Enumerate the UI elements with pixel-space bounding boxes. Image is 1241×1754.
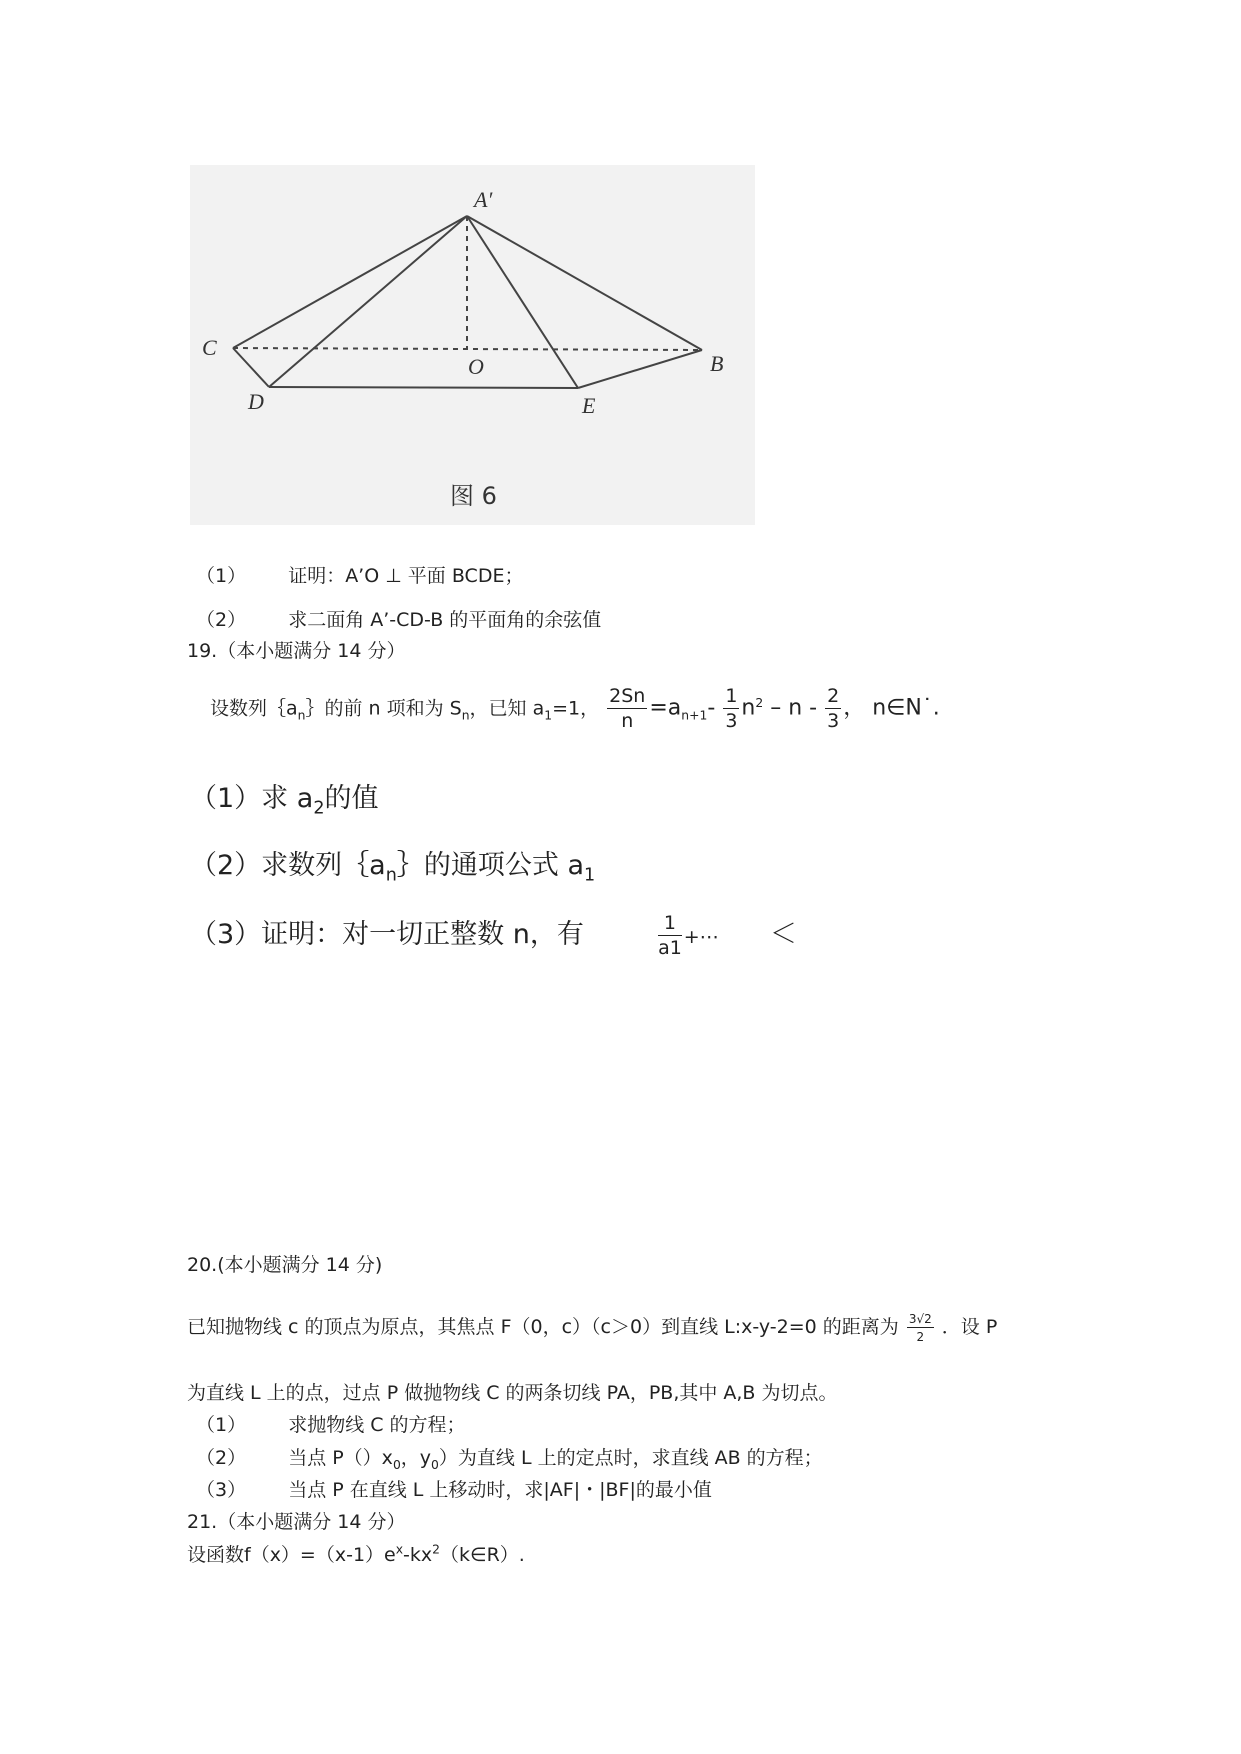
- q19-part2: [190, 843, 595, 885]
- q20-part1-number: （1）: [196, 1414, 247, 1436]
- fraction-numerator: 1: [725, 685, 738, 707]
- q19-part2-text: （2）求数列｛a: [190, 850, 386, 881]
- fraction-denominator: n: [621, 710, 634, 732]
- q20-part2-sub: 0: [392, 1457, 401, 1472]
- q19-stem-sub: 1: [544, 708, 553, 723]
- q21-stem-text: 设函数f（x）=（x-1）e: [187, 1544, 396, 1566]
- q21-stem-sup: x: [395, 1542, 404, 1557]
- fraction-one-over-a1: [658, 911, 682, 959]
- q19-stem-text: n: [741, 695, 756, 721]
- fraction-3root2-over-2: [907, 1313, 934, 1343]
- q19-part3-text: （3）证明：对一切正整数 n，有: [190, 919, 584, 950]
- fraction-two-thirds: [825, 687, 841, 731]
- q20-part1: [196, 1410, 466, 1437]
- q19-stem-text: ，已知 a: [469, 697, 545, 720]
- fraction-denominator: 2: [916, 1329, 925, 1344]
- q18-part1-number: （1）: [196, 565, 247, 587]
- fraction-numerator: 2Sn: [609, 685, 646, 707]
- q20-part2-text: ）为直线 L 上的定点时，求直线 AB 的方程；: [438, 1447, 823, 1469]
- q19-stem: [210, 687, 940, 731]
- q19-stem-text: ， n∈N˙.: [843, 695, 940, 721]
- q19-stem-sub: n: [297, 708, 306, 723]
- q20-part2-number: （2）: [196, 1447, 247, 1469]
- q21-stem-text: （k∈R）.: [440, 1544, 525, 1566]
- q20-line1-end: ．设 P: [941, 1316, 998, 1338]
- label-o: O: [468, 354, 484, 379]
- fraction-numerator: 2: [827, 685, 840, 707]
- q18-part2: [196, 605, 601, 632]
- q19-part3: [190, 912, 797, 958]
- fraction-2sn-over-n: [607, 687, 647, 731]
- q19-stem-text: ｝的前 n 项和为 S: [305, 697, 462, 720]
- figure-6: [190, 165, 755, 525]
- label-c: C: [202, 335, 217, 360]
- q19-part2-sub: 1: [584, 865, 596, 886]
- q20-part3-number: （3）: [196, 1479, 247, 1501]
- fraction-denominator: 3: [725, 710, 738, 732]
- q20-part2-sub: 0: [431, 1457, 439, 1472]
- q19-stem-text: -: [707, 695, 716, 721]
- q19-part1-sub: 2: [313, 798, 325, 819]
- q21-stem-sup: 2: [432, 1542, 441, 1557]
- q19-stem-text: =1，: [552, 697, 600, 720]
- q20-line1-text: 已知抛物线 c 的顶点为原点，其焦点 F（0，c）（c＞0）到直线 L:x-y-2=0 的距离为: [187, 1316, 899, 1338]
- q19-part2-sub: n: [385, 865, 397, 886]
- fraction-one-third: [723, 687, 739, 731]
- q18-part2-text: 求二面角 A’-CD-B 的平面角的余弦值: [288, 609, 602, 631]
- q20-part2: [196, 1443, 823, 1472]
- q19-part1: [190, 776, 378, 818]
- q19-stem-text: – n -: [763, 695, 818, 721]
- q20-line1: [187, 1312, 997, 1343]
- fraction-denominator: a1: [658, 936, 682, 959]
- edge-d-e: [269, 387, 578, 388]
- q20-line2: 为直线 L 上的点，过点 P 做抛物线 C 的两条切线 PA，PB,其中 A,B 为切点。: [187, 1382, 838, 1404]
- q21-stem-text: -kx: [403, 1544, 433, 1566]
- label-e: E: [582, 393, 596, 418]
- q19-title: 19.（本小题满分 14 分）: [187, 640, 406, 662]
- q19-stem-sub: n+1: [681, 708, 708, 723]
- q21-stem: [187, 1540, 525, 1567]
- fraction-denominator: 3: [827, 710, 840, 732]
- label-a: A′: [474, 187, 493, 212]
- fraction-numerator: 3√2: [908, 1311, 932, 1326]
- q19-part2-text: ｝的通项公式 a: [396, 850, 584, 881]
- q20-title: 20.(本小题满分 14 分): [187, 1254, 383, 1276]
- q20-part3-text: 当点 P 在直线 L 上移动时，求|AF|・|BF|的最小值: [288, 1479, 712, 1501]
- q19-part1-text: 的值: [324, 783, 379, 814]
- q19-stem-sub: n: [461, 708, 470, 723]
- q20-part2-text: ，y: [400, 1447, 432, 1469]
- figure-caption: 图 6: [450, 482, 497, 510]
- q18-part1-text: 证明：A’O ⊥ 平面 BCDE；: [288, 565, 524, 587]
- label-b: B: [710, 351, 724, 376]
- q19-part3-less-than: ＜: [769, 919, 797, 950]
- q20-part1-text: 求抛物线 C 的方程；: [288, 1414, 466, 1436]
- q19-stem-text: 设数列｛a: [210, 697, 298, 720]
- q18-part2-number: （2）: [196, 609, 247, 631]
- q19-part1-text: （1）求 a: [190, 783, 314, 814]
- q19-stem-text: =a: [649, 695, 682, 721]
- q18-part1: [196, 561, 523, 588]
- q20-part2-text: 当点 P（）x: [288, 1447, 393, 1469]
- q19-stem-sup: 2: [755, 696, 764, 711]
- fraction-numerator: 1: [658, 914, 682, 936]
- label-d: D: [248, 389, 264, 414]
- q21-title: 21.（本小题满分 14 分）: [187, 1511, 406, 1533]
- q19-part3-text: +⋯: [683, 926, 719, 948]
- q20-part3: [196, 1475, 712, 1502]
